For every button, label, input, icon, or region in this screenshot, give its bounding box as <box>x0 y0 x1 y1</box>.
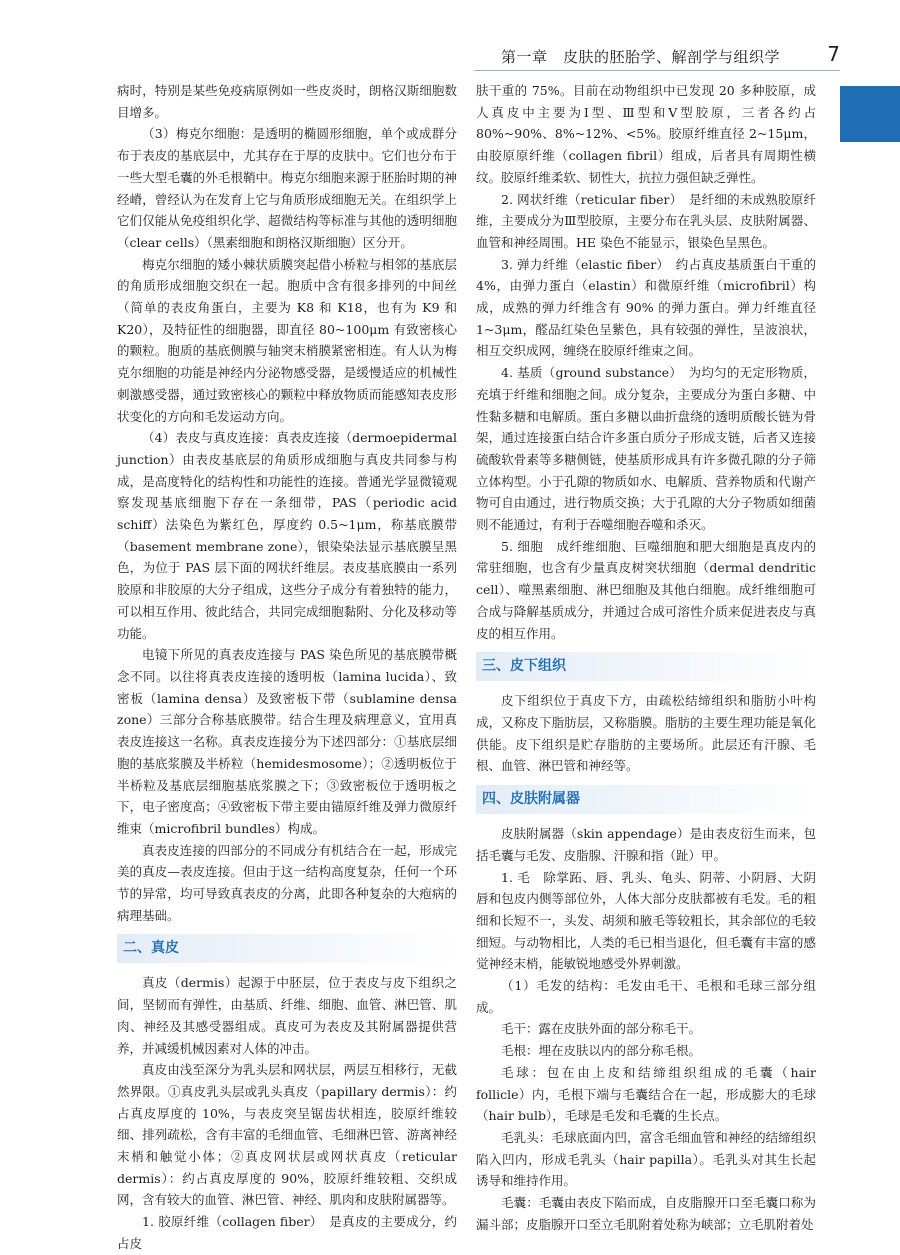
paragraph: 毛根：埋在皮肤以内的部分称毛根。 <box>501 1043 702 1059</box>
paragraph: 皮下组织位于真皮下方，由疏松结缔组织和脂肪小叶构成，又称皮下脂肪层，又称脂膜。脂肪的主要生理功能是氧化供能。皮下组织是贮存脂肪的主要场所。此层还有汗腺、毛根、血管、淋巴管和神经等。 <box>476 693 816 774</box>
paragraph: 真表皮连接的四部分的不同成分有机结合在一起，形成完美的真皮—表皮连接。但由于这一结构高度复杂，任何一个环节的异常，均可导致真表皮的分离，此即各种复杂的大疱病的病理基础。 <box>117 842 457 923</box>
section-heading-dermis: 二、真皮 <box>117 934 457 963</box>
page-header <box>0 0 900 68</box>
paragraph: （4）表皮与真皮连接：真表皮连接（dermoepidermal junction）由表皮基底层的角质形成细胞与真皮共同参与构成，是高度特化的结构性和功能性的连接。普通光学显微镜观察发现基底细胞下存在一条细带，PAS（periodic acid schiff）法染色为紫红色，厚度约 0.5~1μm，称基底膜带（basement membrane zone），银染染法显示基底膜呈黑色，为位于 PAS 层下面的网状纤维层。表皮基底膜由一系列胶原和非胶原的大分子组成，这些分子成分有着独特的能力，可以相互作用、彼此结合，共同完成细胞黏附、分化及移动等功能。 <box>117 430 457 641</box>
page-number: 7 <box>827 42 840 66</box>
chapter-title: 第一章 皮肤的胚胎学、解剖学与组织学 <box>500 48 780 66</box>
section-heading-appendages: 四、皮肤附属器 <box>476 785 816 814</box>
paragraph: 电镜下所见的真表皮连接与 PAS 染色所见的基底膜带概念不同。以往将真表皮连接的透明板（lamina lucida）、致密板（lamina densa）及致密板下带（sublamine densa zone）三部分合称基底膜带。结合生理及病理意义，宜用真表皮连接这一名称。真表皮连接分为下述四部分：①基底层细胞的基底浆膜及半桥粒（hemidesmosome）；②透明板位于半桥粒及基底层细胞基底浆膜之下；③致密板位于透明板之下，电子密度高；④致密板下带主要由锚原纤维及弹力微原纤维束（microfibril bundles）构成。 <box>117 647 457 836</box>
header-divider <box>474 70 840 71</box>
paragraph: 4. 基质（ground substance） 为均匀的无定形物质，充填于纤维和细胞之间。成分复杂，主要成分为蛋白多糖、中性黏多糖和电解质。蛋白多糖以曲折盘绕的透明质酸长链为骨架，通过连接蛋白结合许多蛋白质分子形成支链，后者又连接硫酸软骨素等多糖侧链，使基质形成具有许多微孔隙的分子筛立体构型。小于孔隙的物质如水、电解质、营养物质和代谢产物可自由通过，进行物质交换；大于孔隙的大分子物质如细菌则不能通过，有利于吞噬细胞吞噬和杀灭。 <box>476 365 816 533</box>
paragraph: 毛干：露在皮肤外面的部分称毛干。 <box>501 1021 702 1037</box>
paragraph: 5. 细胞 成纤维细胞、巨噬细胞和肥大细胞是真皮内的常驻细胞，也含有少量真皮树突状细胞（dermal dendritic cell）、噬黑素细胞、淋巴细胞及其他白细胞。成纤维细胞可合成与降解基质成分，并通过合成可溶性介质来促进表皮与真皮的相互作用。 <box>476 538 816 641</box>
paragraph: 毛囊：毛囊由表皮下陷而成，自皮脂腺开口至毛囊口称为漏斗部；皮脂腺开口至立毛肌附着处称为峡部；立毛肌附着处 <box>476 1195 816 1232</box>
paragraph: 毛乳头：毛球底面内凹，富含毛细血管和神经的结缔组织陷入凹内，形成毛乳头（hair papilla）。毛乳头对其生长起诱导和维持作用。 <box>476 1129 816 1189</box>
paragraph: 梅克尔细胞的矮小棘状质膜突起借小桥粒与相邻的基底层的角质形成细胞交织在一起。胞质中含有很多排列的中间丝（简单的表皮角蛋白，主要为 K8 和 K18，也有为 K9 和 K20），及特征性的细胞器，即直径 80~100μm 有致密核心的颗粒。胞质的基底侧膜与轴突末梢膜紧密相连。有人认为梅克尔细胞的功能是神经内分泌物感受器，是缓慢适应的机械性刺激感受器，通过致密核心的颗粒中释放物质而能感知表皮形状变化的方向和毛发运动方向。 <box>117 256 457 424</box>
paragraph: 病时，特别是某些免疫病原例如一些皮炎时，朗格汉斯细胞数目增多。 <box>117 83 457 120</box>
paragraph: 3. 弹力纤维（elastic fiber） 约占真皮基质蛋白干重的 4%，由弹力蛋白（elastin）和微原纤维（microfibril）构成，成熟的弹力纤维含有 90% 的弹力蛋白。弹力纤维直径 1~3μm，醛品红染色呈紫色，具有较强的弹性，呈波浪状，相互交织成网，缠绕在胶原纤维束之间。 <box>476 256 816 359</box>
paragraph: （3）梅克尔细胞：是透明的椭圆形细胞，单个或成群分布于表皮的基底层中，尤其存在于厚的皮肤中。它们也分布于一些大型毛囊的外毛根鞘中。梅克尔细胞来源于胚胎时期的神经嵴，曾经认为在发育上它与角质形成细胞无关。在组织学上它们仅能从免疫组织化学、超微结构等标准与其他的透明细胞（clear cells）（黑素细胞和朗格汉斯细胞）区分开。 <box>117 126 457 250</box>
paragraph: （1）毛发的结构：毛发由毛干、毛根和毛球三部分组成。 <box>476 978 816 1015</box>
paragraph: 1. 胶原纤维（collagen fiber） 是真皮的主要成分，约占皮 <box>117 1214 457 1251</box>
section-heading-subcutis: 三、皮下组织 <box>476 652 816 681</box>
paragraph: 2. 网状纤维（reticular fiber） 是纤细的未成熟胶原纤维，主要成分为Ⅲ型胶原，主要分布在乳头层、皮肤附属器、血管和神经周围。HE 染色不能显示，银染色呈黑色。 <box>476 191 816 250</box>
chapter-side-tab <box>840 86 900 142</box>
paragraph: 真皮由浅至深分为乳头层和网状层，两层互相移行，无截然界限。①真皮乳头层或乳头真皮（papillary dermis）：约占真皮厚度的 10%，与表皮突呈锯齿状相连，胶原纤维较细、排列疏松，含有丰富的毛细血管、毛细淋巴管、游离神经末梢和触觉小体；②真皮网状层或网状真皮（reticular dermis）：约占真皮厚度的 90%，胶原纤维较粗、交织成网，含有较大的血管、淋巴管、神经、肌肉和皮肤附属器等。 <box>117 1062 457 1208</box>
paragraph: 真皮（dermis）起源于中胚层，位于表皮与皮下组织之间，坚韧而有弹性，由基质、纤维、细胞、血管、淋巴管、肌肉、神经及其感受器组成。真皮可为表皮及其附属器提供营养，并减缓机械因素对人体的冲击。 <box>117 975 457 1056</box>
right-column <box>476 80 816 1235</box>
paragraph: 毛球：包在由上皮和结缔组织组成的毛囊（hair follicle）内，毛根下端与毛囊结合在一起，形成膨大的毛球（hair bulb），毛球是毛发和毛囊的生长点。 <box>476 1064 816 1124</box>
left-column <box>117 80 457 1255</box>
paragraph: 皮肤附属器（skin appendage）是由表皮衍生而来，包括毛囊与毛发、皮脂腺、汗腺和指（趾）甲。 <box>476 826 816 863</box>
paragraph: 肤干重的 75%。目前在动物组织中已发现 20 多种胶原，成人真皮中主要为Ⅰ型、Ⅲ型和Ⅴ型胶原，三者各约占 80%~90%、8%~12%、<5%。胶原纤维直径 2~15μm，由胶原原纤维（collagen fibril）组成，后者具有周期性横纹。胶原纤维柔软、韧性大，抗拉力强但缺乏弹性。 <box>476 83 816 185</box>
paragraph: 1. 毛 除掌跖、唇、乳头、龟头、阴蒂、小阴唇、大阴唇和包皮内侧等部位外，人体大部分皮肤都被有毛发。毛的粗细和长短不一，头发、胡须和腋毛等较粗长，其余部位的毛较细短。与动物相比，人类的毛已相当退化，但毛囊有丰富的感觉神经末梢，能敏锐地感受外界刺激。 <box>476 869 816 972</box>
